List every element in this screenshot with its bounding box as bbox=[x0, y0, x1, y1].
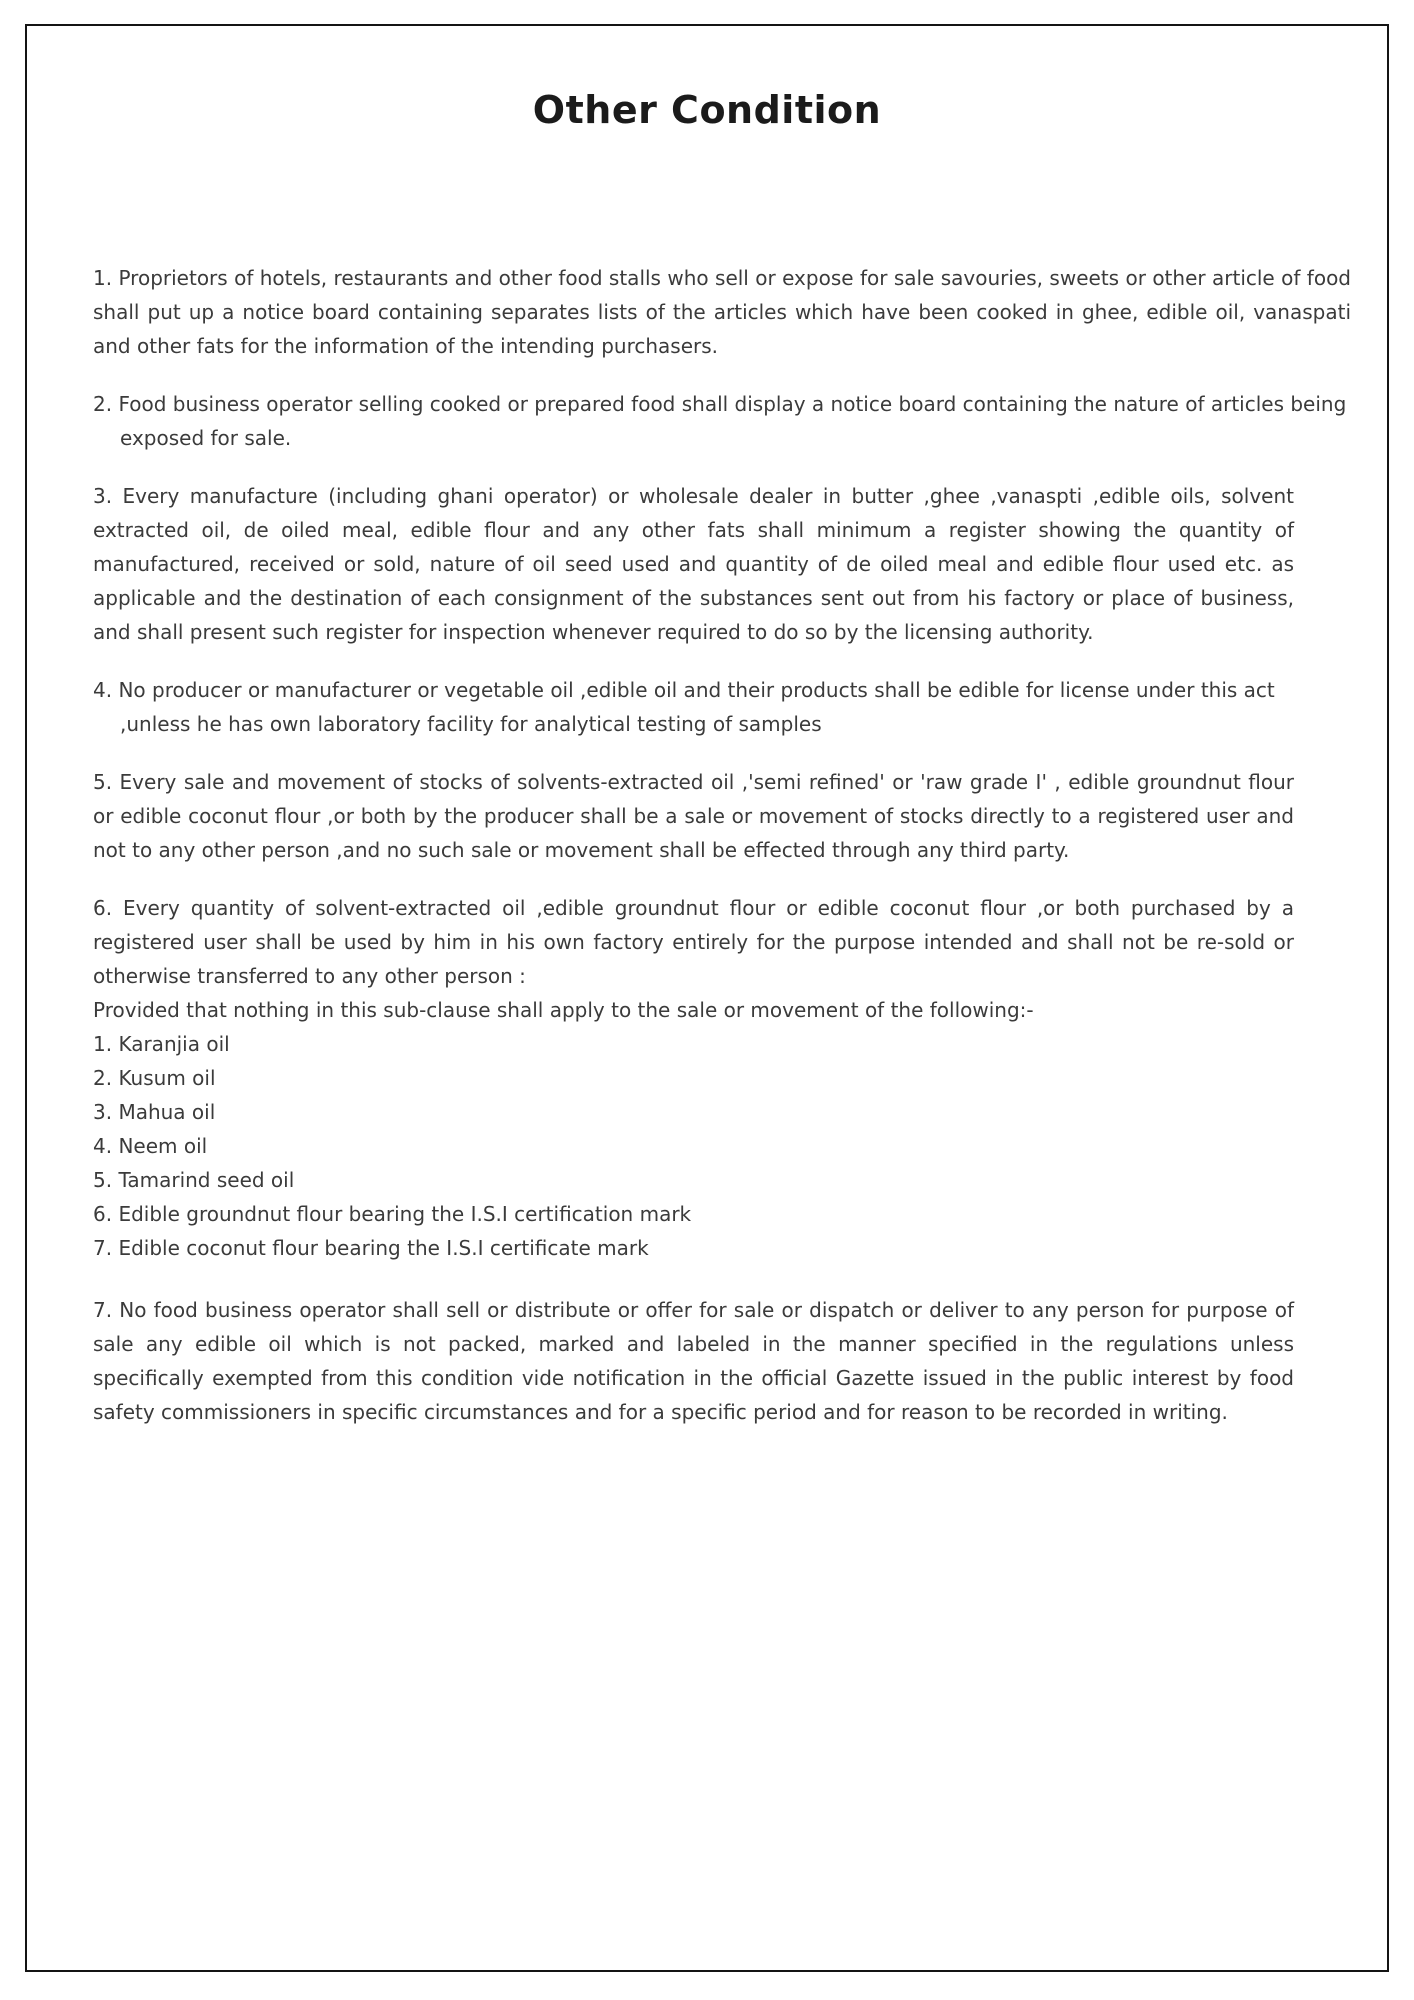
condition-3: 3. Every manufacture (including ghani operator) or wholesale dealer in butter ,ghee ,vanaspti ,edible oils, solvent extracted oil, de oiled meal, edible flour and any other fats shall minimum a register showing the quantity of manufactured, received or sold, nature of oil seed used and quantity of de oiled meal and edible flour used etc. as applicable and the destination of each consignment of the substances sent out from his factory or place of business, and shall present such register for inspection whenever required to do so by the licensing authority. bbox=[93, 484, 1294, 645]
exempted-oil-item: 1. Karanjia oil bbox=[93, 1032, 230, 1057]
condition-5: 5. Every sale and movement of stocks of solvents-extracted oil ,'semi refined' or 'raw grade I' , edible groundnut flour or edible coconut flour ,or both by the producer shall be a sale or movement of stocks directly to a registered user and not to any other person ,and no such sale or movement shall be effected through any third party. bbox=[93, 770, 1294, 863]
condition-6-text: 6. Every quantity of solvent-extracted oil ,edible groundnut flour or edible coconut flour ,or both purchased by a registered user shall be used by him in his own factory entirely for the purpose intended and shall not be re-sold or otherwise transferred to any other person : bbox=[93, 896, 1294, 989]
condition-1: 1. Proprietors of hotels, restaurants and other food stalls who sell or expose for sale savouries, sweets or other article of food shall put up a notice board containing separates lists of the articles which have been cooked in ghee, edible oil, vanaspati and other fats for the information of the intending purchasers. bbox=[93, 266, 1351, 359]
exempted-oil-item: 4. Neem oil bbox=[93, 1134, 208, 1159]
exempted-oil-item: 2. Kusum oil bbox=[93, 1066, 216, 1091]
condition-2: 2. Food business operator selling cooked or prepared food shall display a notice board containing the nature of articles being exposed for sale. bbox=[93, 392, 1347, 451]
conditions-body bbox=[93, 261, 1351, 1429]
condition-7: 7. No food business operator shall sell or distribute or offer for sale or dispatch or deliver to any person for purpose of sale any edible oil which is not packed, marked and labeled in the manner specified in the regulations unless specifically exempted from this condition vide notification in the official Gazette issued in the public interest by food safety commissioners in specific circumstances and for a specific period and for reason to be recorded in writing. bbox=[93, 1298, 1294, 1425]
condition-6 bbox=[93, 891, 1351, 1265]
page-title: Other Condition bbox=[532, 88, 882, 132]
exempted-oil-item: 6. Edible groundnut flour bearing the I.S.I certification mark bbox=[93, 1202, 692, 1227]
exempted-oil-item: 3. Mahua oil bbox=[93, 1100, 216, 1125]
condition-6-proviso: Provided that nothing in this sub-clause shall apply to the sale or movement of the following:- bbox=[93, 998, 1034, 1023]
condition-4: 4. No producer or manufacturer or vegetable oil ,edible oil and their products shall be edible for license under this act ,unless he has own laboratory facility for analytical testing of samples bbox=[93, 678, 1275, 737]
exempted-oil-item: 5. Tamarind seed oil bbox=[93, 1168, 295, 1193]
exempted-oil-item: 7. Edible coconut flour bearing the I.S.I certificate mark bbox=[93, 1236, 649, 1261]
document-page-border bbox=[25, 24, 1389, 1972]
